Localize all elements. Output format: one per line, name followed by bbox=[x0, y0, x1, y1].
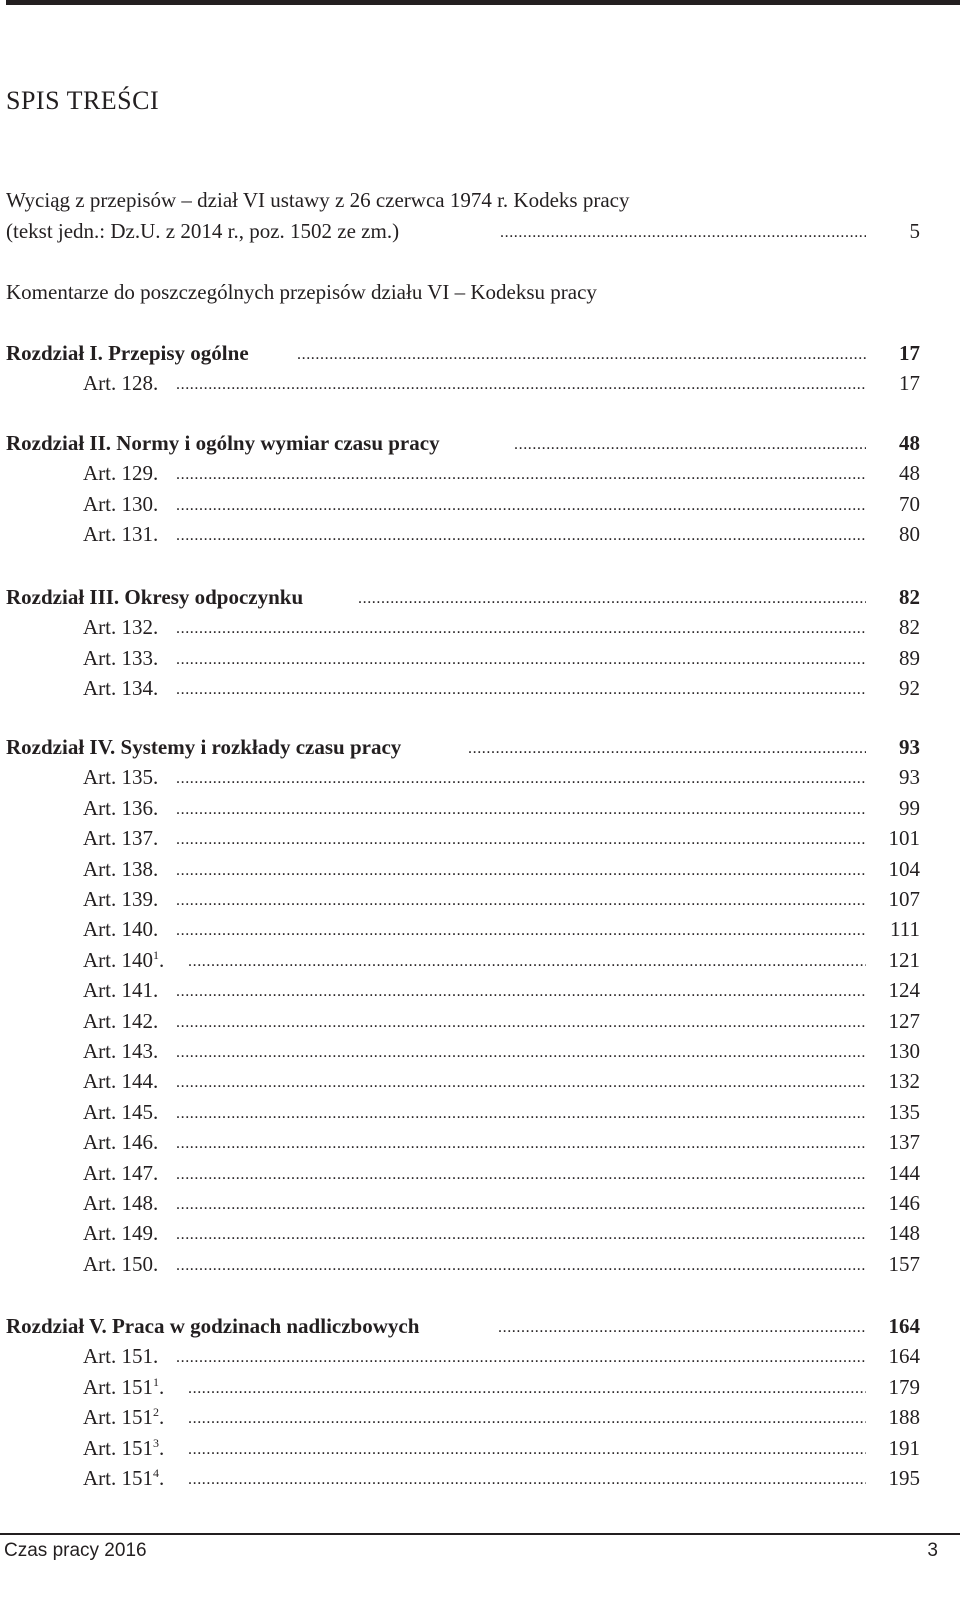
page-title: SPIS TREŚCI bbox=[6, 86, 160, 115]
toc-chapter-entry[interactable] bbox=[0, 428, 960, 459]
toc-page-number: 48 bbox=[899, 461, 920, 485]
toc-chapter-entry[interactable] bbox=[0, 1311, 960, 1342]
article-number: Art. 140. bbox=[83, 917, 159, 941]
toc-article-entry[interactable] bbox=[0, 612, 960, 643]
toc-page-number: 111 bbox=[890, 917, 920, 941]
dot-leader bbox=[176, 975, 866, 1006]
toc-article-entry[interactable] bbox=[0, 458, 960, 489]
dot-leader bbox=[176, 489, 866, 520]
dot-leader bbox=[498, 1311, 866, 1342]
article-number: Art. 151 bbox=[83, 1436, 153, 1460]
toc-page-number: 89 bbox=[899, 646, 920, 670]
toc-page-number: 93 bbox=[899, 765, 920, 789]
dot-leader bbox=[358, 582, 866, 613]
toc-page-number: 164 bbox=[888, 1344, 920, 1368]
toc-intro-line2[interactable]: (tekst jedn.: Dz.U. z 2014 r., poz. 1502 ze zm.) ..... 5 bbox=[0, 216, 960, 247]
toc-page-number: 191 bbox=[888, 1436, 920, 1460]
toc-article-entry[interactable] bbox=[0, 1402, 960, 1433]
article-number: Art. 135. bbox=[83, 765, 159, 789]
dot-leader bbox=[500, 216, 866, 247]
toc-page-number: 157 bbox=[888, 1252, 920, 1276]
article-number: Art. 151. bbox=[83, 1344, 159, 1368]
toc-page-number: 48 bbox=[899, 431, 920, 455]
dot-leader bbox=[176, 458, 866, 489]
dot-leader bbox=[176, 1218, 866, 1249]
toc-page-number: 5 bbox=[909, 219, 920, 243]
article-superscript: 3 bbox=[153, 1436, 159, 1450]
dot-leader bbox=[176, 368, 866, 399]
article-number: Art. 151 bbox=[83, 1405, 153, 1429]
toc-article-entry[interactable] bbox=[0, 519, 960, 550]
toc-article-label bbox=[83, 458, 158, 489]
dot-leader bbox=[188, 1402, 866, 1433]
dot-leader bbox=[188, 1463, 866, 1494]
toc-article-label bbox=[83, 1127, 158, 1158]
article-number: Art. 129. bbox=[83, 461, 159, 485]
toc-article-label bbox=[83, 368, 158, 399]
article-number: Art. 132. bbox=[83, 615, 159, 639]
article-number: Art. 134. bbox=[83, 676, 159, 700]
toc-article-entry[interactable] bbox=[0, 975, 960, 1006]
dot-leader bbox=[176, 1188, 866, 1219]
toc-page-number: 144 bbox=[888, 1161, 920, 1185]
toc-page-number: 164 bbox=[888, 1314, 920, 1338]
dot-leader bbox=[468, 732, 866, 763]
toc-article-label bbox=[83, 793, 158, 824]
dot-leader bbox=[188, 945, 866, 976]
dot-leader bbox=[176, 914, 866, 945]
article-superscript: 1 bbox=[153, 1375, 159, 1389]
toc-article-entry[interactable] bbox=[0, 1249, 960, 1280]
toc-page-number: 146 bbox=[888, 1191, 920, 1215]
dot-leader bbox=[176, 1341, 866, 1372]
toc-intro-line1: Wyciąg z przepisów – dział VI ustawy z 26 czerwca 1974 r. Kodeks pracy bbox=[6, 188, 630, 212]
toc-chapter-title: Rozdział II. Normy i ogólny wymiar czasu pracy bbox=[6, 431, 440, 455]
toc-article-entry[interactable] bbox=[0, 1036, 960, 1067]
dot-leader bbox=[176, 884, 866, 915]
toc-page-number: 132 bbox=[888, 1069, 920, 1093]
article-number: Art. 144. bbox=[83, 1069, 159, 1093]
toc-article-label: Art. $151^3$. bbox=[83, 1436, 165, 1460]
toc-article-entry[interactable] bbox=[0, 793, 960, 824]
toc-article-entry[interactable] bbox=[0, 1218, 960, 1249]
toc-comment-heading: Komentarze do poszczególnych przepisów działu VI – Kodeksu pracy bbox=[6, 280, 597, 304]
toc-page-number: 121 bbox=[888, 948, 920, 972]
toc-article-label bbox=[83, 1036, 158, 1067]
toc-article-entry[interactable] bbox=[0, 884, 960, 915]
dot-leader bbox=[188, 1433, 866, 1464]
article-number: Art. 146. bbox=[83, 1130, 159, 1154]
toc-article-label bbox=[83, 1249, 158, 1280]
article-number: Art. 148. bbox=[83, 1191, 159, 1215]
article-number: Art. 143. bbox=[83, 1039, 159, 1063]
toc-page-number: 101 bbox=[888, 826, 920, 850]
dot-leader bbox=[176, 854, 866, 885]
toc-page-number: 93 bbox=[899, 735, 920, 759]
toc-article-label bbox=[83, 1158, 158, 1189]
toc-page-number: 17 bbox=[899, 341, 920, 365]
dot-leader bbox=[176, 1006, 866, 1037]
toc-article-label bbox=[83, 1006, 158, 1037]
toc-article-label bbox=[83, 1341, 158, 1372]
toc-article-entry[interactable] bbox=[0, 673, 960, 704]
article-superscript: 4 bbox=[153, 1466, 159, 1480]
toc-page-number: 135 bbox=[888, 1100, 920, 1124]
dot-leader bbox=[176, 1097, 866, 1128]
toc-page-number: 82 bbox=[899, 585, 920, 609]
dot-leader bbox=[176, 1036, 866, 1067]
dot-leader bbox=[176, 643, 866, 674]
toc-article-label bbox=[83, 823, 158, 854]
toc-article-label bbox=[83, 975, 158, 1006]
toc-article-label bbox=[83, 489, 158, 520]
toc-page-number: 127 bbox=[888, 1009, 920, 1033]
toc-chapter-entry[interactable] bbox=[0, 732, 960, 763]
toc-article-label bbox=[83, 643, 158, 674]
toc-page-number: 124 bbox=[888, 978, 920, 1002]
article-number: Art. 142. bbox=[83, 1009, 159, 1033]
toc-page-number: 104 bbox=[888, 857, 920, 881]
toc-page-number: 130 bbox=[888, 1039, 920, 1063]
toc-article-entry[interactable] bbox=[0, 368, 960, 399]
article-number: Art. 151 bbox=[83, 1466, 153, 1490]
article-number: Art. 149. bbox=[83, 1221, 159, 1245]
toc-article-entry[interactable] bbox=[0, 1463, 960, 1494]
article-superscript: 2 bbox=[153, 1405, 159, 1419]
toc-article-label bbox=[83, 1066, 158, 1097]
article-number: Art. 136. bbox=[83, 796, 159, 820]
toc-chapter-title: Rozdział III. Okresy odpoczynku bbox=[6, 585, 304, 609]
toc-page-number: 148 bbox=[888, 1221, 920, 1245]
footer-page-number: 3 bbox=[927, 1540, 938, 1561]
toc-article-entry[interactable] bbox=[0, 762, 960, 793]
toc-article-entry[interactable] bbox=[0, 1372, 960, 1403]
dot-leader bbox=[176, 1249, 866, 1280]
dot-leader bbox=[176, 1127, 866, 1158]
toc-article-label: Art. $151^4$. bbox=[83, 1466, 165, 1490]
dot-leader bbox=[176, 673, 866, 704]
article-number: Art. 140 bbox=[83, 948, 153, 972]
toc-page-number: 195 bbox=[888, 1466, 920, 1490]
toc-article-entry[interactable] bbox=[0, 1188, 960, 1219]
dot-leader bbox=[176, 1158, 866, 1189]
article-number: Art. 133. bbox=[83, 646, 159, 670]
toc-article-entry[interactable] bbox=[0, 1158, 960, 1189]
toc-page-number: 82 bbox=[899, 615, 920, 639]
article-number: Art. 128. bbox=[83, 371, 159, 395]
toc-article-label bbox=[83, 673, 158, 704]
toc-article-label bbox=[83, 914, 158, 945]
toc-article-label bbox=[83, 1097, 158, 1128]
dot-leader bbox=[176, 823, 866, 854]
toc-page-number: 80 bbox=[899, 522, 920, 546]
toc-article-entry[interactable] bbox=[0, 945, 960, 976]
toc-article-label bbox=[83, 1188, 158, 1219]
toc-article-entry[interactable] bbox=[0, 1006, 960, 1037]
article-number: Art. 138. bbox=[83, 857, 159, 881]
toc-article-label: Art. $151^1$. bbox=[83, 1375, 165, 1399]
toc-article-label: Art. $140^1$. bbox=[83, 948, 165, 972]
toc-article-entry[interactable] bbox=[0, 489, 960, 520]
toc-article-entry[interactable] bbox=[0, 854, 960, 885]
toc-page-number: 17 bbox=[899, 371, 920, 395]
toc-article-label: Art. $151^2$. bbox=[83, 1405, 165, 1429]
toc-article-entry[interactable] bbox=[0, 643, 960, 674]
dot-leader bbox=[176, 762, 866, 793]
toc-chapter-entry[interactable] bbox=[0, 338, 960, 369]
article-number: Art. 139. bbox=[83, 887, 159, 911]
article-number: Art. 150. bbox=[83, 1252, 159, 1276]
dot-leader bbox=[514, 428, 866, 459]
toc-article-label bbox=[83, 1218, 158, 1249]
dot-leader bbox=[176, 519, 866, 550]
toc-article-entry[interactable] bbox=[0, 1433, 960, 1464]
toc-article-entry[interactable] bbox=[0, 1127, 960, 1158]
article-superscript: 1 bbox=[153, 948, 159, 962]
article-number: Art. 147. bbox=[83, 1161, 159, 1185]
toc-page-number: 99 bbox=[899, 796, 920, 820]
dot-leader bbox=[176, 1066, 866, 1097]
article-number: Art. 131. bbox=[83, 522, 159, 546]
article-number: Art. 145. bbox=[83, 1100, 159, 1124]
footer-rule bbox=[0, 1533, 960, 1535]
toc-page-number: 92 bbox=[899, 676, 920, 700]
article-number: Art. 141. bbox=[83, 978, 159, 1002]
toc-page-number: 179 bbox=[888, 1375, 920, 1399]
dot-leader bbox=[176, 612, 866, 643]
toc-article-label bbox=[83, 519, 158, 550]
toc-article-entry[interactable] bbox=[0, 1097, 960, 1128]
article-number: Art. 130. bbox=[83, 492, 159, 516]
article-number: Art. 151 bbox=[83, 1375, 153, 1399]
toc-page-number: 188 bbox=[888, 1405, 920, 1429]
dot-leader bbox=[297, 338, 866, 369]
toc-article-entry[interactable] bbox=[0, 1341, 960, 1372]
toc-article-label bbox=[83, 612, 158, 643]
toc-article-label bbox=[83, 854, 158, 885]
toc-page-number: 137 bbox=[888, 1130, 920, 1154]
dot-leader bbox=[188, 1372, 866, 1403]
footer-title: Czas pracy 2016 bbox=[4, 1540, 147, 1561]
toc-article-entry[interactable] bbox=[0, 823, 960, 854]
toc-chapter-title: Rozdział I. Przepisy ogólne bbox=[6, 341, 249, 365]
toc-chapter-title: Rozdział V. Praca w godzinach nadliczbowych bbox=[6, 1314, 420, 1338]
toc-page-number: 70 bbox=[899, 492, 920, 516]
toc-article-label bbox=[83, 762, 158, 793]
toc-chapter-entry[interactable] bbox=[0, 582, 960, 613]
toc-article-entry[interactable] bbox=[0, 914, 960, 945]
toc-article-entry[interactable] bbox=[0, 1066, 960, 1097]
article-number: Art. 137. bbox=[83, 826, 159, 850]
toc-page-number: 107 bbox=[888, 887, 920, 911]
top-rule bbox=[6, 0, 960, 5]
toc-article-label bbox=[83, 884, 158, 915]
dot-leader bbox=[176, 793, 866, 824]
toc-chapter-title: Rozdział IV. Systemy i rozkłady czasu pracy bbox=[6, 735, 402, 759]
